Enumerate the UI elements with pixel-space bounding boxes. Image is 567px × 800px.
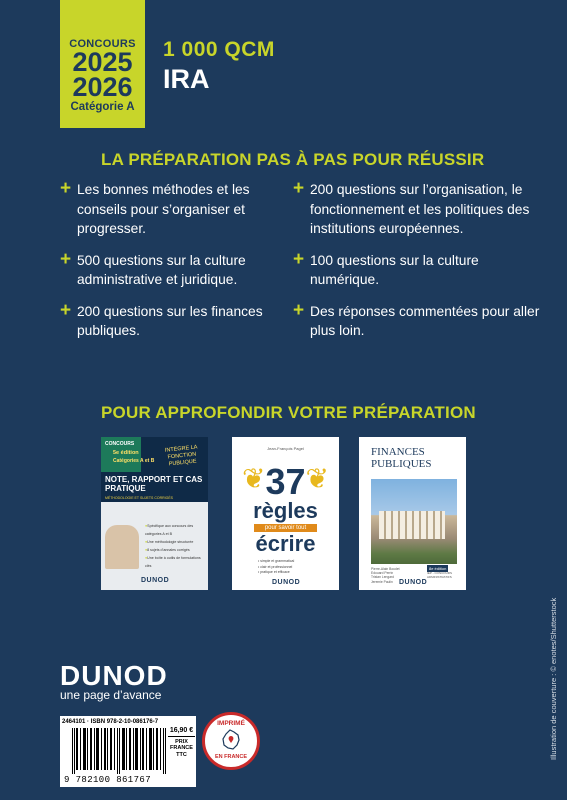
feature-text: Des réponses commentées pour aller plus loin. [310, 303, 540, 338]
book-authors [371, 567, 400, 584]
book-title-line: PUBLIQUES [371, 458, 432, 470]
book-bullets [145, 522, 208, 570]
feature-text: 200 questions sur l’organisation, le fonctionnement et les politiques des institutions européennes. [310, 182, 530, 236]
book-author: Tristan Lengard [371, 575, 394, 580]
book-author: Pierre-Alain Boudet [371, 567, 400, 571]
section-approfondir-title: POUR APPROFONDIR VOTRE PRÉPARATION [101, 403, 476, 422]
feature-item [293, 299, 543, 341]
feature-item [293, 180, 543, 239]
book-author: Edouard Perrin [371, 571, 394, 576]
plus-icon: + [293, 299, 305, 321]
price-label: PRIX [175, 738, 188, 745]
price-box [168, 728, 195, 758]
badge-year-end: 2026 [72, 72, 133, 102]
badge-category: Catégorie A [70, 101, 135, 113]
book-subtitle: MÉTHODOLOGIE ET SUJETS CORRIGÉS [105, 496, 174, 500]
book-title: IRA [163, 64, 210, 94]
publisher-logo: DUNOD [141, 577, 170, 584]
plus-icon: + [293, 248, 305, 270]
book-cover-37-regles [232, 437, 339, 590]
publisher-logo: DUNOD [272, 579, 301, 586]
plus-icon: + [60, 299, 72, 321]
barcode-icon [72, 728, 166, 774]
barcode-digits: 9 782100 861767 [64, 775, 152, 785]
book-stamp: INTÈGRE LA FONCTION PUBLIQUE [164, 444, 198, 468]
section-preparation-title: LA PRÉPARATION PAS À PAS POUR RÉUSSIR [101, 150, 485, 169]
book-list-item: • pratique et efficace [258, 570, 290, 574]
book-series: IEP - CONCOURS ADMINISTRATIFS [427, 571, 452, 579]
feature-item [60, 248, 300, 290]
feature-text: 100 questions sur la culture numérique. [310, 252, 479, 287]
barcode-block [60, 716, 196, 787]
book-edition: 5e édition [113, 450, 139, 456]
book-author: Jeremie Paulin [371, 579, 393, 584]
book-bullet: ● Une boîte à outils de formulations clés [145, 556, 201, 568]
price-label: TTC [176, 751, 187, 758]
isbn-line: 2464101 · ISBN 978-2-10-086176-7 [62, 719, 159, 725]
concours-badge [60, 0, 145, 128]
book-list-item: • clair et professionnel [258, 564, 293, 569]
imprime-en-france-seal [202, 712, 260, 770]
seal-top-text: IMPRIMÉ [217, 720, 245, 727]
book-bullet: ● 8 sujets d’annales corrigés [145, 548, 190, 552]
laurel-left-icon: ❦ [242, 463, 266, 494]
badge-year-start: 2025 [72, 47, 133, 77]
plus-icon: + [60, 178, 72, 199]
book-cover-note-rapport [101, 437, 208, 590]
publisher-logo: DUNOD [60, 660, 168, 691]
seal-bottom-text: EN FRANCE [214, 754, 248, 760]
book-title [371, 446, 454, 470]
book-list-item: • simple et grammatical [258, 559, 295, 563]
cover-credit: Illustration de couverture : © enotes/Shutterstock [549, 597, 558, 760]
book-title-word: écrire [255, 531, 316, 556]
feature-text: 500 questions sur la culture administrative et juridique. [77, 252, 246, 287]
book-author: Jean-François Pagel [267, 446, 304, 451]
book-edition: 8e édition [429, 566, 447, 571]
book-list [258, 559, 294, 576]
laurel-right-icon: ❦ [305, 463, 329, 494]
feature-item [60, 299, 300, 341]
book-number: 37 [265, 461, 306, 502]
price-value: 16,90 € [168, 728, 195, 737]
feature-list-left [60, 180, 300, 353]
plus-icon: + [293, 178, 305, 199]
book-kicker: CONCOURS [105, 441, 135, 447]
feature-text: Les bonnes méthodes et les conseils pour s’organiser et progresser. [77, 182, 250, 236]
feature-item [293, 248, 543, 290]
book-subtitle: 1 000 QCM [163, 38, 275, 61]
feature-list-right [293, 180, 543, 353]
feature-item [60, 180, 300, 239]
book-title-line: FINANCES [371, 446, 425, 458]
publisher-tagline: une page d’avance [60, 688, 162, 702]
book-category: Catégories A et B [113, 458, 155, 464]
book-title-word: règles [253, 498, 318, 523]
book-tag: pour savoir tout [254, 524, 317, 532]
title-block [163, 38, 275, 95]
feature-text: 200 questions sur les finances publiques. [77, 303, 263, 338]
book-cover-finances-publiques [359, 437, 466, 590]
publisher-logo: DUNOD [399, 579, 428, 586]
author-photo [105, 525, 139, 569]
france-map-icon [221, 729, 241, 751]
building-image [379, 511, 445, 539]
book-title: NOTE, RAPPORT ET CAS PRATIQUE [105, 475, 203, 493]
book-bullet: ● Une méthodologie structurée [145, 540, 193, 544]
plus-icon: + [60, 248, 72, 270]
badge-kicker: CONCOURS [69, 38, 136, 50]
price-label: FRANCE [170, 745, 193, 751]
book-bullet: ● Spécifique aux concours des catégories A et B [145, 524, 193, 536]
